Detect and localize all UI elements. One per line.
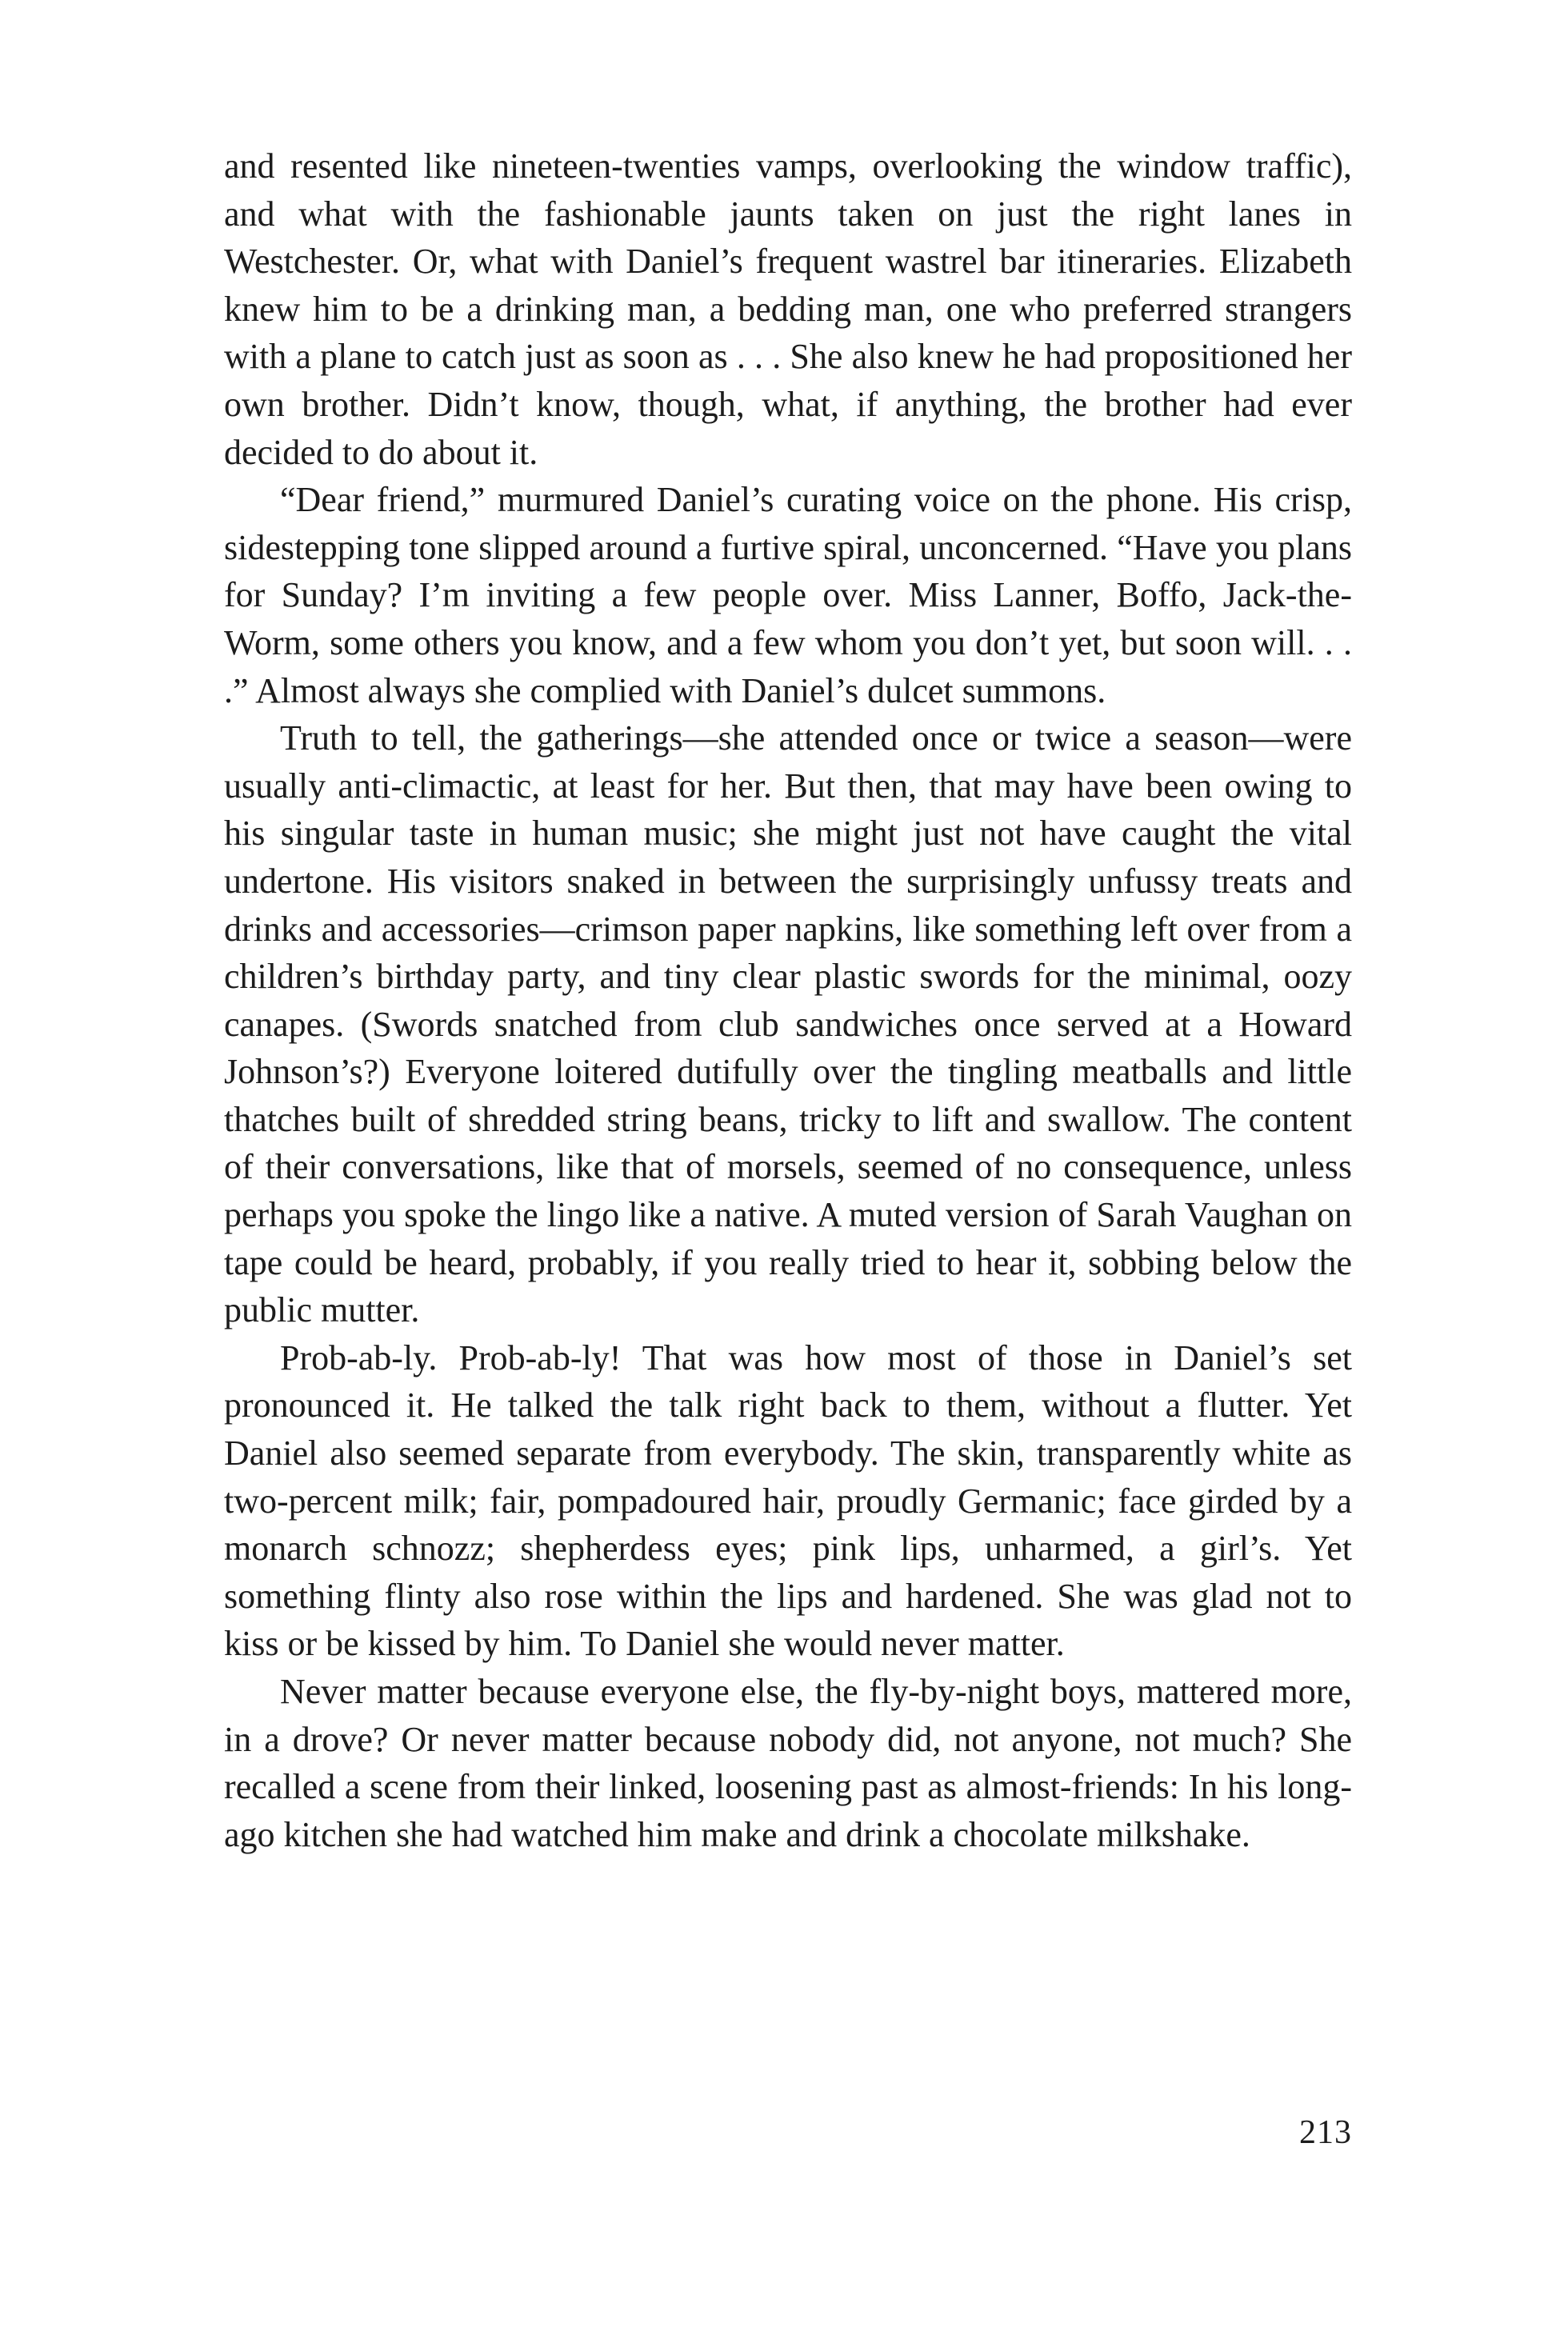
paragraph-3: Truth to tell, the gatherings—she attended once or twice a season—were usually anti-climactic, at least for her. But then, that may have been owing to his singular taste in human music; she might just not have caught the vital undertone. His visitors snaked in between the surprisingly unfussy treats and drinks and accessories—crimson paper napkins, like something left over from a children’s birthday party, and tiny clear plastic swords for the minimal, oozy canapes. (Swords snatched from club sandwiches once served at a Howard Johnson’s?) Everyone loitered dutifully over the tingling meatballs and little thatches built of shredded string beans, tricky to lift and swallow. The content of their conversations, like that of morsels, seemed of no consequence, unless perhaps you spoke the lingo like a native. A muted version of Sarah Vaughan on tape could be heard, probably, if you really tried to hear it, sobbing below the public mutter. bbox=[224, 718, 1352, 1330]
page-number: 213 bbox=[1299, 2114, 1352, 2151]
paragraph-2: “Dear friend,” murmured Daniel’s curating voice on the phone. His crisp, sidestepping tone slipped around a furtive spiral, unconcerned. “Have you plans for Sunday? I’m inviting a few people over. Miss Lanner, Boffo, Jack-the-Worm, some others you know, and a few whom you don’t yet, but soon will. . . .” Almost always she complied with Daniel’s dulcet summons. bbox=[224, 480, 1352, 710]
paragraph-5: Never matter because everyone else, the fly-by-night boys, mattered more, in a drove? Or never matter because nobody did, not anyone, not much? She recalled a scene from their linked, loosening past as almost-friends: In his long-ago kitchen she had watched him make and drink a chocolate milkshake. bbox=[224, 1672, 1352, 1854]
paragraph-1: and resented like nineteen-twenties vamps, overlooking the window traffic), and what with the fashionable jaunts taken on just the right lanes in Westchester. Or, what with Daniel’s frequent wastrel bar itineraries. Elizabeth knew him to be a drinking man, a bedding man, one who preferred strangers with a plane to catch just as soon as . . . She also knew he had propositioned her own brother. Didn’t know, though, what, if anything, the brother had ever decided to do about it. bbox=[224, 146, 1352, 472]
paragraph-4: Prob-ab-ly. Prob-ab-ly! That was how most of those in Daniel’s set pronounced it. He talked the talk right back to them, without a flutter. Yet Daniel also seemed separate from everybody. The skin, transparently white as two-percent milk; fair, pompadoured hair, proudly Germanic; face girded by a monarch schnozz; shepherdess eyes; pink lips, unharmed, a girl’s. Yet something flinty also rose within the lips and hardened. She was glad not to kiss or be kissed by him. To Daniel she would never matter. bbox=[224, 1337, 1352, 1664]
body-text bbox=[224, 142, 1352, 1858]
